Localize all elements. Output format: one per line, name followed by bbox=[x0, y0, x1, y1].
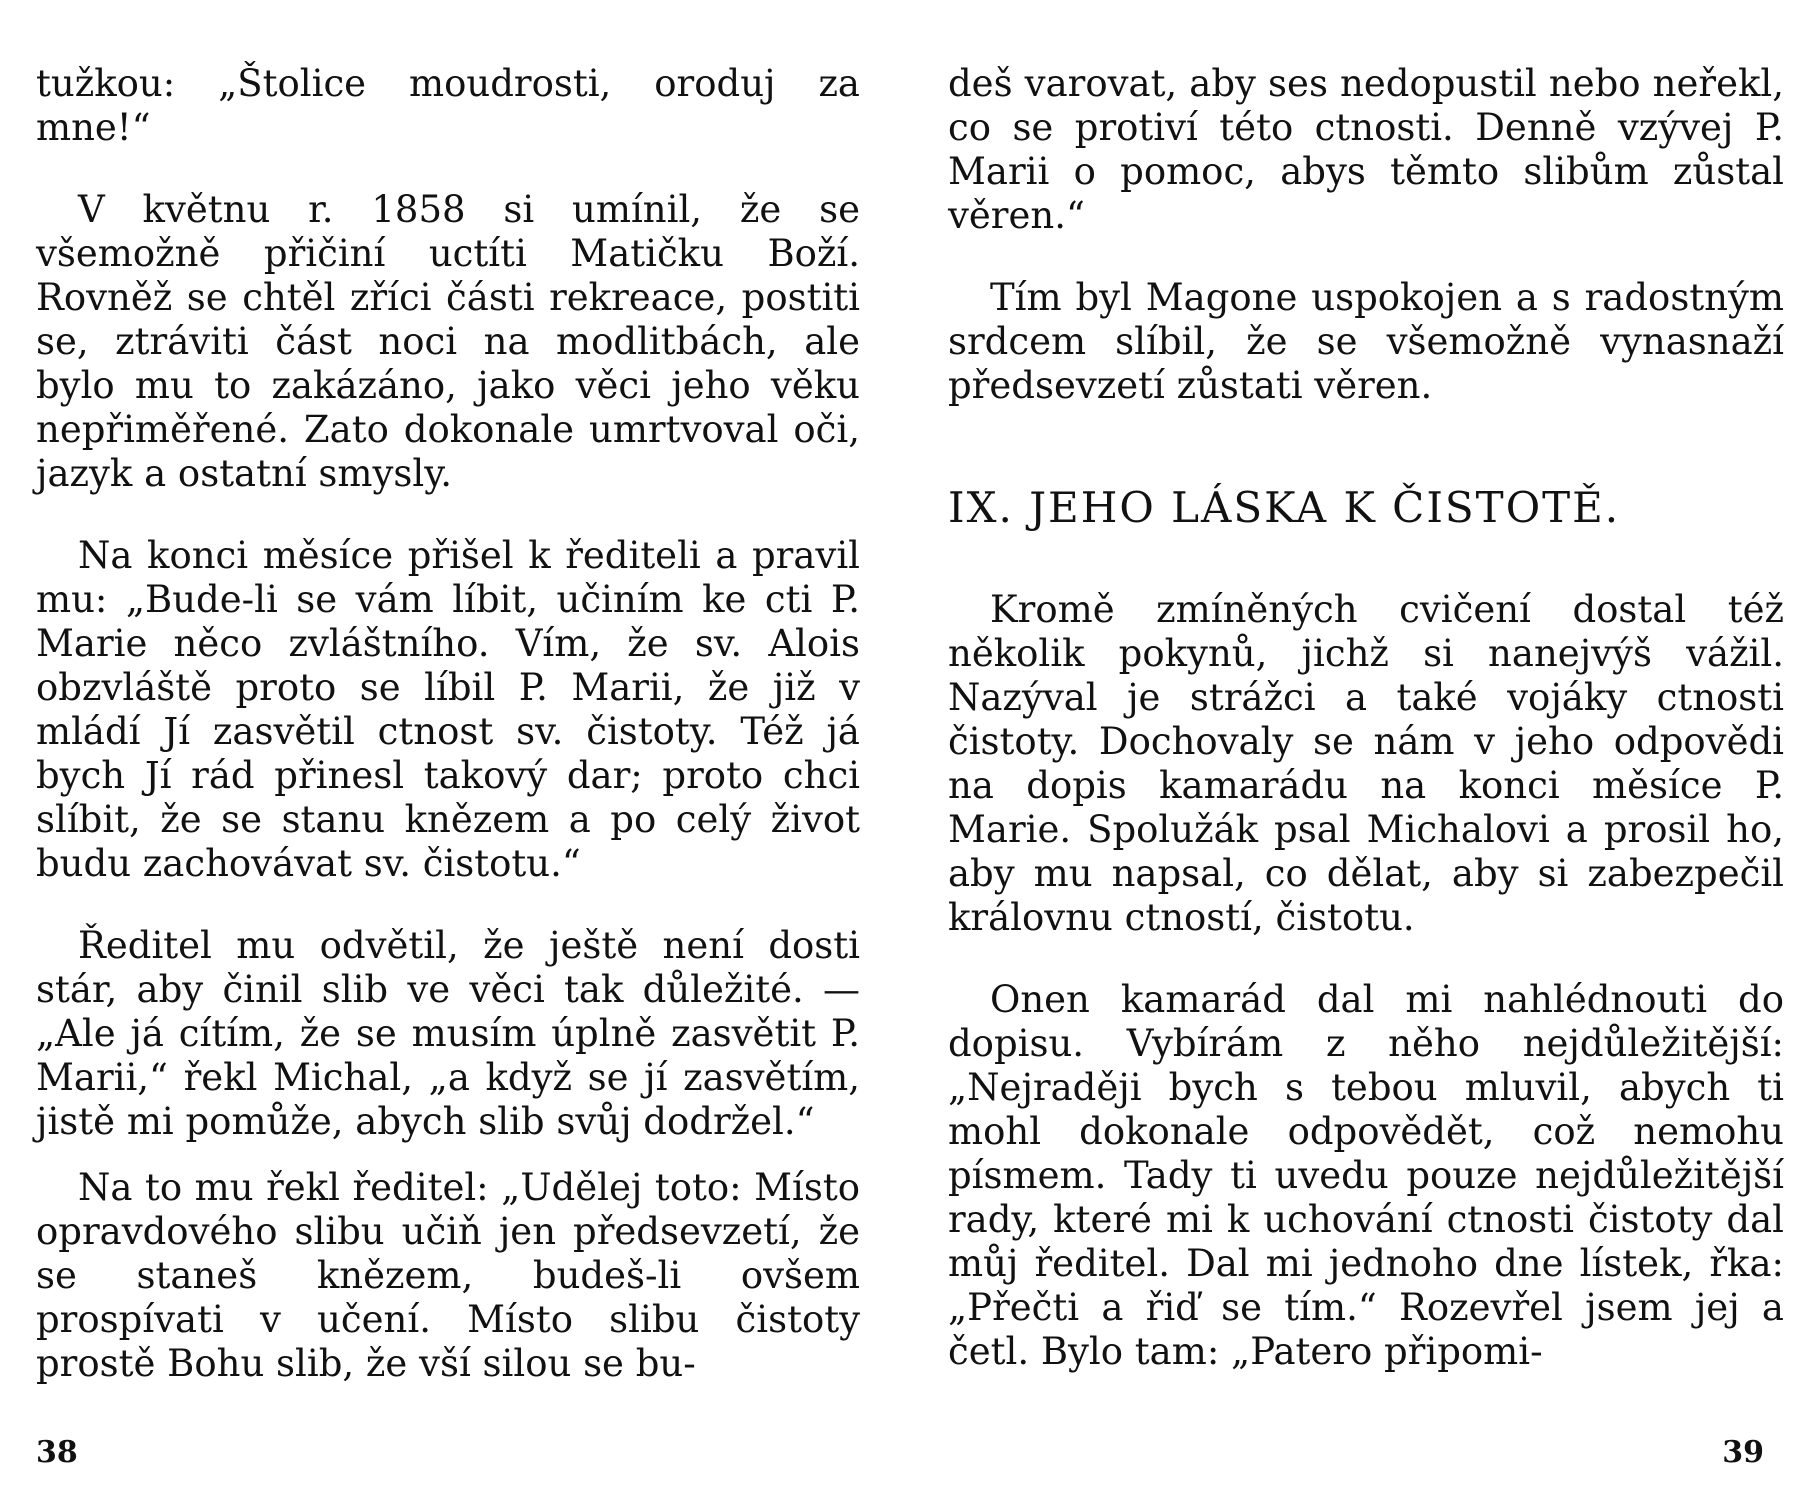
left-paragraph-1: tužkou: „Štolice moudrosti, oroduj za mne!“ bbox=[36, 62, 860, 149]
left-paragraph-3: Na konci měsíce přišel k řediteli a pravil mu: „Bude-li se vám líbit, učiním ke cti P. Marie něco zvláštního. Vím, že sv. Alois obzvláště proto se líbil P. Marii, že již v mládí Jí zasvětil ctnost sv. čistoty. Též já bych Jí rád přinesl takový dar; proto chci slíbit, že se stanu knězem a po celý život budu zachovávat sv. čistotu.“ bbox=[36, 534, 860, 885]
right-paragraph-1: deš varovat, aby ses nedopustil nebo neřekl, co se protiví této ctnosti. Denně vzývej P. Marii o pomoc, abys těmto slibům zůstal věren.“ bbox=[948, 62, 1784, 237]
left-paragraph-5: Na to mu řekl ředitel: „Udělej toto: Místo opravdového slibu učiň jen předsevzetí, že se staneš knězem, budeš-li ovšem prospívati v učení. Místo slibu čistoty prostě Bohu slib, že vší silou se bu- bbox=[36, 1166, 860, 1385]
left-page-number: 38 bbox=[36, 1435, 78, 1470]
right-page bbox=[902, 0, 1804, 1500]
right-paragraph-2: Tím byl Magone uspokojen a s radostným srdcem slíbil, že se všemožně vynasnaží předsevzetí zůstati věren. bbox=[948, 276, 1784, 407]
right-page-number: 39 bbox=[1722, 1435, 1764, 1470]
left-paragraph-2: V květnu r. 1858 si umínil, že se všemožně přičiní uctíti Matičku Boží. Rovněž se chtěl zříci části rekreace, postiti se, ztráviti část noci na modlitbách, ale bylo mu to zakázáno, jako věci jeho věku nepřiměřené. Zato dokonale umrtvoval oči, jazyk a ostatní smysly. bbox=[36, 188, 860, 495]
right-paragraph-4: Onen kamarád dal mi nahlédnouti do dopisu. Vybírám z něho nejdůležitější: „Nejraději bych s tebou mluvil, abych ti mohl dokonale odpovědět, což nemohu písmem. Tady ti uvedu pouze nejdůležitější rady, které mi k uchování ctnosti čistoty dal můj ředitel. Dal mi jednoho dne lístek, řka: „Přečti a řiď se tím.“ Rozevřel jsem jej a četl. Bylo tam: „Patero připomi- bbox=[948, 978, 1784, 1373]
right-page-text bbox=[948, 62, 1784, 1412]
right-paragraph-3: Kromě zmíněných cvičení dostal též několik pokynů, jichž si nanejvýš vážil. Nazýval je strážci a také vojáky ctnosti čistoty. Dochovaly se nám v jeho odpovědi na dopis kamarádu na konci měsíce P. Marie. Spolužák psal Michalovi a prosil ho, aby mu napsal, co dělat, aby si zabezpečil královnu ctností, čistotu. bbox=[948, 588, 1784, 939]
chapter-heading: IX. JEHO LÁSKA K ČISTOTĚ. bbox=[948, 483, 1621, 532]
left-page-text bbox=[36, 62, 860, 1424]
left-paragraph-4: Ředitel mu odvětil, že ještě není dosti stár, aby činil slib ve věci tak důležité. — „Ale já cítím, že se musím úplně zasvětit P. Marii,“ řekl Michal, „a když se jí zasvětím, jistě mi pomůže, abych slib svůj dodržel.“ bbox=[36, 924, 860, 1143]
